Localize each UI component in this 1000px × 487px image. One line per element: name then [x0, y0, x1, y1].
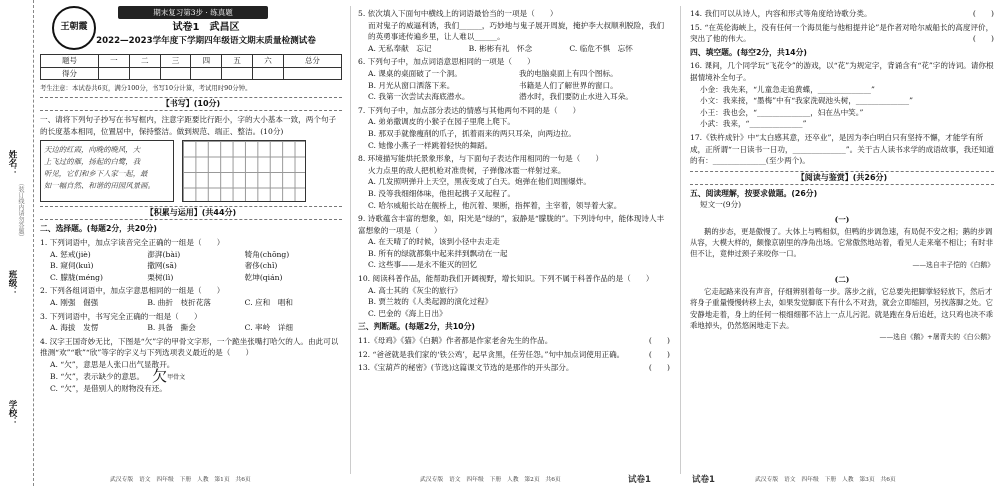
score-header-cell: 三 — [160, 55, 191, 68]
judge-text: 13.《宝葫芦的秘密》(节选)这篇课文节选的是那作的开头部分。 — [358, 363, 574, 373]
q1-row — [40, 272, 342, 284]
option: 奢侈(chǐ) — [244, 261, 278, 271]
q9-option: C. 这些事——是永不能灭的回忆 — [368, 260, 478, 270]
option: 潜水时，我们要防止水进入耳朵。 — [519, 92, 633, 102]
column-2 — [358, 6, 670, 468]
q1-row — [40, 249, 342, 261]
section-reading-title: 【阅读与鉴赏】(共26分) — [690, 171, 994, 185]
fill-17[interactable]: 17.《铁杵成针》中“太白感其意，还卒业”，是因为李白明白只有坚持不懈，才能学有所成，正所谓“一日读书一日功，______________”。关于古人读书求学的成语故事，我还知道的有：______________(至少两个)。 — [690, 132, 994, 166]
question-10: 10. 阅读科普作品，能帮助我们开阔视野，增长知识。下列不属于科普作品的是（ ） — [358, 274, 654, 284]
writing-area — [40, 140, 342, 202]
judge-12 — [358, 349, 670, 361]
score-header-cell: 题号 — [41, 55, 99, 68]
q6-row — [358, 68, 670, 80]
answer-bracket[interactable]: ( ) — [648, 363, 670, 373]
option: A. 海拔 发愣 — [50, 323, 99, 333]
score-cell[interactable] — [283, 67, 341, 80]
question-5: 5. 依次填入下面句中横线上的词语最恰当的一项是（ ） — [358, 9, 558, 18]
fill-16-line[interactable]: 小武：我来，“______________” — [700, 119, 807, 129]
model-text-box — [40, 140, 174, 202]
q8-option: A. 几发照明弹升上天空，黑夜变成了白天。炮弹在他们周围爆炸。 — [368, 177, 591, 187]
q9-option: B. 所有的绿就都集中起来拌到飘动在一起 — [368, 248, 508, 258]
q1-row — [40, 260, 342, 272]
name-label: 姓名： — [7, 150, 17, 176]
writing-instruction: 一、请将下列句子抄写在书写框内，注意字距要比行距小，字的大小基本一致，两个句子的长度基本相同，位置居中，保持整洁。做到规范、端正、整洁。(10分) — [40, 115, 337, 136]
class-label: 班级： — [7, 270, 17, 296]
column-divider — [680, 6, 681, 474]
score-header-cell: 二 — [129, 55, 160, 68]
cut-line-note: （装订线内请勿答题） — [17, 180, 24, 240]
option: C. 我第一次尝试去海底潜水。 — [368, 92, 470, 102]
fill-16: 16. 课间，几个同学玩“飞花令”的游戏，以“花”为规定字，背诵含有“花”字的诗词。请你根据情境补全句子。 — [690, 61, 994, 82]
score-cell[interactable] — [99, 67, 130, 80]
footer-page-3: 武汉专版 语文 四年级 下册 人教 第3页 共6页 — [755, 477, 896, 483]
part-5-title: 五、阅读理解，按要求做题。(26分) — [690, 188, 818, 198]
fill-16-line[interactable]: 小金：我先来，“儿童急走追黄蝶，______________” — [700, 84, 875, 94]
q7-option: A. 弟弟撒调皮的小猴子在园子里爬上爬下。 — [368, 117, 515, 127]
school-label: 学校： — [7, 400, 17, 426]
part-4-title: 四、填空题。(每空2分，共14分) — [690, 47, 807, 57]
exam-note: 考生注意：本试卷共6页，满分100分，书写10分计算，考试用时90分钟。 — [40, 84, 252, 93]
question-4: 4. 汉字王国奇妙无比，下图是“欠”字的甲骨文字形，一个跪坐张嘴打哈欠的人。由此可以推测“欢”“歌”“欣”等字的字义与下列选项表义最近的是（ ） — [40, 336, 339, 358]
option: B. 具备 撕会 — [147, 323, 196, 333]
model-line: 听见，它们和乡下人家一起，最 — [44, 169, 148, 179]
option: A. 无私奉献 忘记 — [368, 43, 432, 53]
footer-page-1: 武汉专版 语文 四年级 下册 人教 第1页 共6页 — [110, 477, 251, 483]
option: 犄角(chōng) — [244, 249, 290, 259]
paper-label: 试卷1 — [628, 475, 651, 485]
writing-grid[interactable] — [182, 140, 306, 202]
q7-option: C. 她像小燕子一样跳着轻快的舞蹈。 — [368, 140, 493, 150]
passage-2-text: 它走起路来没有声音，仔细辨别着每一步。落步之前，它总要先把脚掌轻轻放下，然后才将身子重量慢慢转移上去，如果发觉脚底下有什么不对劲，就会立即缩回，另找落脚之处。它安静地走着，身上的任何一根细细都不沾上一点儿污泥。就是跑在身后追赶，这只鸡也决不乖乖地掉头，仍然悠闲地走下去。 — [690, 286, 994, 331]
part-3-title: 三、判断题。(每题2分，共10分) — [358, 322, 475, 332]
option: A. 惩戒(jiè) — [50, 249, 91, 259]
q8-option: C. 哈尔威船长站在舰桥上，他沉着、果断，指挥着，主宰着，领导着大家。 — [368, 200, 622, 210]
score-header-cell: 五 — [222, 55, 253, 68]
passage-1-source: ——选自丰子恺的《白鹅》 — [912, 260, 994, 269]
score-cell[interactable] — [253, 67, 284, 80]
question-8: 8. 环境描写能烘托景象形象，与下面句子表达作用相同的一句是（ ） — [358, 154, 604, 164]
judge-text: 14. 我们可以从诗人，内容和形式等角度给诗歌分类。 — [690, 9, 872, 18]
score-row-label: 得分 — [41, 67, 99, 80]
section-writing-title: 【书写】(10分) — [40, 97, 342, 111]
q10-option: B. 贾兰坡的《人类起源的演化过程》 — [368, 297, 493, 307]
score-cell[interactable] — [129, 67, 160, 80]
judge-13 — [358, 362, 670, 374]
paper-title: 试卷1 武昌区 — [172, 22, 240, 33]
judge-text: 11.《母鸡》《猫》《白鹅》作者都是作家老舍先生的作品。 — [358, 336, 553, 346]
option: B. 曲折 枝折花落 — [147, 297, 211, 307]
question-9: 9. 诗歌蕴含丰富的想象，如，阳光是“绿的”，寂静是“朦胧的”。下列诗句中，能体现诗人丰富想象的一项是（ ） — [358, 214, 665, 235]
paper-subtitle: 2022—2023学年度下学期四年级语文期末质量检测试卷 — [96, 36, 316, 46]
judge-11 — [358, 335, 670, 347]
q8-option: B. 没等我细细体味，他担起携子又起程了。 — [368, 188, 516, 198]
question-7: 7. 下列句子中，加点部分表达的情感与其他两句不同的是（ ） — [358, 105, 581, 115]
q9-option: A. 在天晴了的时候，该到小径中去走走 — [368, 237, 500, 247]
option: 栗树(lì) — [147, 272, 174, 282]
passage-1-text: 鹅的步态，更是傲慢了。大体上与鸭相似，但鸭的步调急速，有局促不安之相；鹅的步调从容，大模大样的，颇像京剧里的净角出场。它常傲然地站着，看见人走来毫不相让；有时非但不让，竟伸过颈子来咬你一口。 — [690, 226, 994, 259]
fill-16-line[interactable]: 小王：我也会，“______________，妇在丛中笑。” — [700, 107, 864, 117]
score-header-cell: 六 — [253, 55, 284, 68]
answer-bracket[interactable]: ( ) — [972, 34, 994, 44]
model-line: 如一幅自然、和谐的田园风景画。 — [44, 181, 155, 191]
q4-option — [40, 366, 342, 385]
publisher-logo: 王朝霞 — [52, 6, 96, 50]
footer-page-2: 武汉专版 语文 四年级 下册 人教 第2页 共6页 — [420, 477, 561, 483]
binding-strip — [0, 0, 34, 486]
answer-bracket[interactable]: ( ) — [648, 349, 670, 359]
option: 撒网(sā) — [147, 261, 177, 271]
footer-paper-label — [628, 474, 651, 486]
option: C. 率岭 详细 — [244, 323, 293, 333]
option: 书籍是人们了解世界的窗口。 — [519, 80, 618, 90]
option: B. 彬彬有礼 怀念 — [468, 43, 533, 53]
q8-text: 火力点里的敌人把机枪对准贵树，子弹像冰雹一样射过来。 — [368, 165, 566, 175]
q5-row — [358, 43, 670, 55]
judge-text: 12. “爸爸就是我们家的‘铁公鸡’，起早贪黑，任劳任怨。”句中加点词使用正确。 — [358, 349, 625, 359]
option: C. 朦胧(méng) — [50, 272, 103, 282]
column-1 — [40, 6, 342, 468]
model-line: 天边的红霞，向晚的晚风，大 — [44, 145, 141, 155]
option: B. “欠”，表示缺少的意思。 — [50, 371, 145, 381]
option: 我的电脑桌面上有四个图标。 — [519, 68, 618, 78]
option: A. 课桌的桌面破了一个洞。 — [368, 68, 462, 78]
answer-bracket[interactable]: ( ) — [648, 336, 670, 346]
question-1: 1. 下列词语中，加点字读音完全正确的一组是（ ） — [40, 237, 225, 247]
q4-option: A. “欠”，意思是人张口出气显散开。 — [50, 359, 175, 369]
score-cell[interactable] — [191, 67, 222, 80]
score-header-cell: 四 — [191, 55, 222, 68]
q6-row — [358, 80, 670, 92]
glyph-caption: 甲骨文 — [167, 373, 186, 381]
judge-15 — [690, 22, 994, 45]
passage-label: 短文一(9分) — [700, 200, 742, 210]
q5-text: 而对鬼子的威逼利诱，我们______，巧妙地与鬼子展开周旋，掩护李大叔顺利脱险，我们的英勇事迹传遍乡里，让人难以______。 — [368, 20, 665, 42]
paper-label: 试卷1 — [692, 475, 715, 485]
score-header-cell: 总分 — [283, 55, 341, 68]
q3-row — [40, 322, 342, 334]
section-accum-title: 【积累与运用】(共44分) — [40, 206, 342, 220]
passage-1-heading: (一) — [834, 214, 850, 224]
option: A. 刚强 倔强 — [50, 297, 99, 307]
oracle-bone-glyph: 欠 — [152, 366, 168, 385]
fill-16-line[interactable]: 小文：我来接，“墨梅”中有“我家洗砚池头树，______________” — [700, 96, 913, 106]
q2-row — [40, 297, 342, 309]
judge-14 — [690, 8, 994, 20]
column-divider — [350, 6, 351, 474]
score-header-cell: 一 — [99, 55, 130, 68]
judge-text: 15. “在英伦海峡上，没有任何一个海员能与他相提并论”是作者对哈尔威船长的高度评价，突出了他的伟大。 — [690, 22, 994, 44]
question-3: 3. 下列词语中，书写完全正确的一组是（ ） — [40, 311, 202, 321]
option: B. 月光从窗口洒落下来。 — [368, 80, 455, 90]
q10-option: C. 巴金的《海上日出》 — [368, 308, 447, 318]
header-badge: 期末复习第3步 · 练真题 — [118, 6, 268, 19]
q7-option: B. 那双手就像瘦削的爪子，抓着雨来的两只耳朵，向两边拉。 — [368, 128, 576, 138]
score-table — [40, 54, 342, 80]
option: 乾坤(qián) — [244, 272, 283, 282]
model-line: 上飞过的雁，扬起的白鹭，我 — [44, 157, 141, 167]
q10-option: A. 高士其的《灰尘的旅行》 — [368, 285, 462, 295]
option: 澎湃(bài) — [147, 249, 181, 259]
footer-paper-label-3 — [692, 474, 715, 486]
score-cell[interactable] — [222, 67, 253, 80]
column-3 — [690, 6, 994, 468]
question-6: 6. 下列句子中，加点词语意思相同的一项是（ ） — [358, 57, 535, 67]
score-cell[interactable] — [160, 67, 191, 80]
score-table-header — [41, 55, 342, 68]
q4-option: C. “欠”，是借别人的财物没有还。 — [50, 384, 167, 394]
passage-2-heading: (二) — [834, 275, 850, 285]
passage-2-source: ——选自《鹅》+屠青夫的《白公鹅》 — [879, 332, 994, 341]
option: C. 应和 唱和 — [244, 297, 293, 307]
option: B. 窥伺(kuì) — [50, 261, 94, 271]
option: C. 临危不惧 忘怀 — [569, 43, 633, 53]
score-table-row — [41, 67, 342, 80]
part-2-title: 二、选择题。(每题2分，共20分) — [40, 224, 157, 234]
answer-bracket[interactable]: ( ) — [972, 9, 994, 18]
question-2: 2. 下列各组词语中，加点字意思相同的一组是（ ） — [40, 286, 225, 296]
q6-row — [358, 91, 670, 103]
